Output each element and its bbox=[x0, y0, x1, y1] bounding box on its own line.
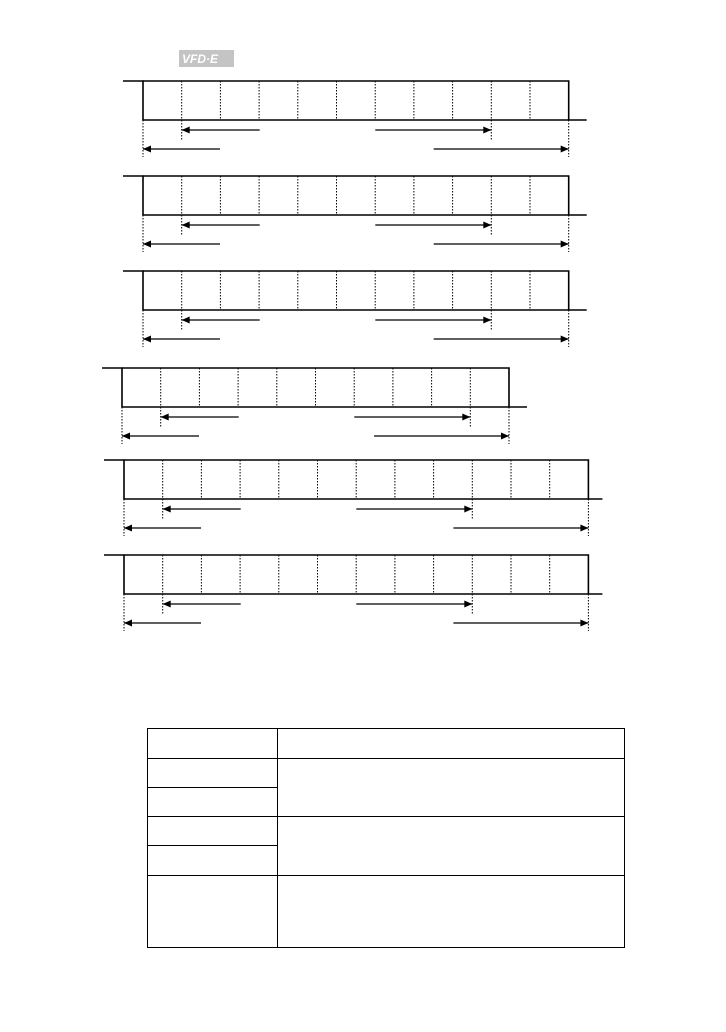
frame-2-topline bbox=[143, 176, 569, 215]
frame-2-baseline bbox=[123, 176, 587, 215]
frame-6-outer-arrow-right-head bbox=[580, 620, 588, 627]
frame-1-baseline bbox=[123, 81, 587, 120]
frame-1-topline bbox=[143, 81, 569, 120]
table-cell-r3-c2-merged bbox=[278, 817, 625, 876]
frame-3-topline bbox=[143, 271, 569, 310]
frame-2-outer-arrow-right-head bbox=[561, 241, 569, 248]
table-cell-r2-c1 bbox=[148, 788, 278, 817]
table-header-right bbox=[278, 729, 625, 759]
frame-5-baseline bbox=[104, 460, 602, 499]
frame-5-inner-arrow-left-head bbox=[163, 506, 171, 513]
frame-1-outer-arrow-left-head bbox=[143, 146, 151, 153]
frame-5-inner-arrow-right-head bbox=[464, 506, 472, 513]
frame-5-outer-arrow-left-head bbox=[124, 525, 132, 532]
frame-2-outer-arrow-left-head bbox=[143, 241, 151, 248]
description-table bbox=[147, 728, 625, 947]
logo-text: VFD·E bbox=[182, 52, 218, 66]
table-cell-r5-c1 bbox=[148, 876, 278, 948]
frame-2-inner-arrow-left-head bbox=[182, 222, 190, 229]
frame-4-inner-arrow-left-head bbox=[161, 414, 169, 421]
table-cell-r3-c1 bbox=[148, 817, 278, 846]
frame-3-outer-arrow-left-head bbox=[143, 336, 151, 343]
frame-4-outer-arrow-right-head bbox=[501, 433, 509, 440]
frames-group bbox=[102, 81, 602, 631]
table-cell-r1-c2-merged bbox=[278, 759, 625, 817]
frame-6-inner-arrow-left-head bbox=[163, 601, 171, 608]
frame-4-inner-arrow-right-head bbox=[462, 414, 470, 421]
frame-4-baseline bbox=[102, 368, 527, 407]
table-cell-r4-c1 bbox=[148, 846, 278, 876]
frame-3-baseline bbox=[123, 271, 587, 310]
frame-6-baseline bbox=[104, 555, 602, 594]
frame-3-inner-arrow-right-head bbox=[483, 317, 491, 324]
frame-1-outer-arrow-right-head bbox=[561, 146, 569, 153]
table-cell-r1-c1 bbox=[148, 759, 278, 788]
frame-1-inner-arrow-left-head bbox=[182, 127, 190, 134]
frame-6-inner-arrow-right-head bbox=[464, 601, 472, 608]
frame-3-inner-arrow-left-head bbox=[182, 317, 190, 324]
frame-4-outer-arrow-left-head bbox=[122, 433, 130, 440]
frame-1-inner-arrow-right-head bbox=[483, 127, 491, 134]
frame-2-inner-arrow-right-head bbox=[483, 222, 491, 229]
frame-5-outer-arrow-right-head bbox=[580, 525, 588, 532]
frame-6-outer-arrow-left-head bbox=[124, 620, 132, 627]
frame-3-outer-arrow-right-head bbox=[561, 336, 569, 343]
table-header-left bbox=[148, 729, 278, 759]
table-cell-r5-c2 bbox=[278, 876, 625, 948]
